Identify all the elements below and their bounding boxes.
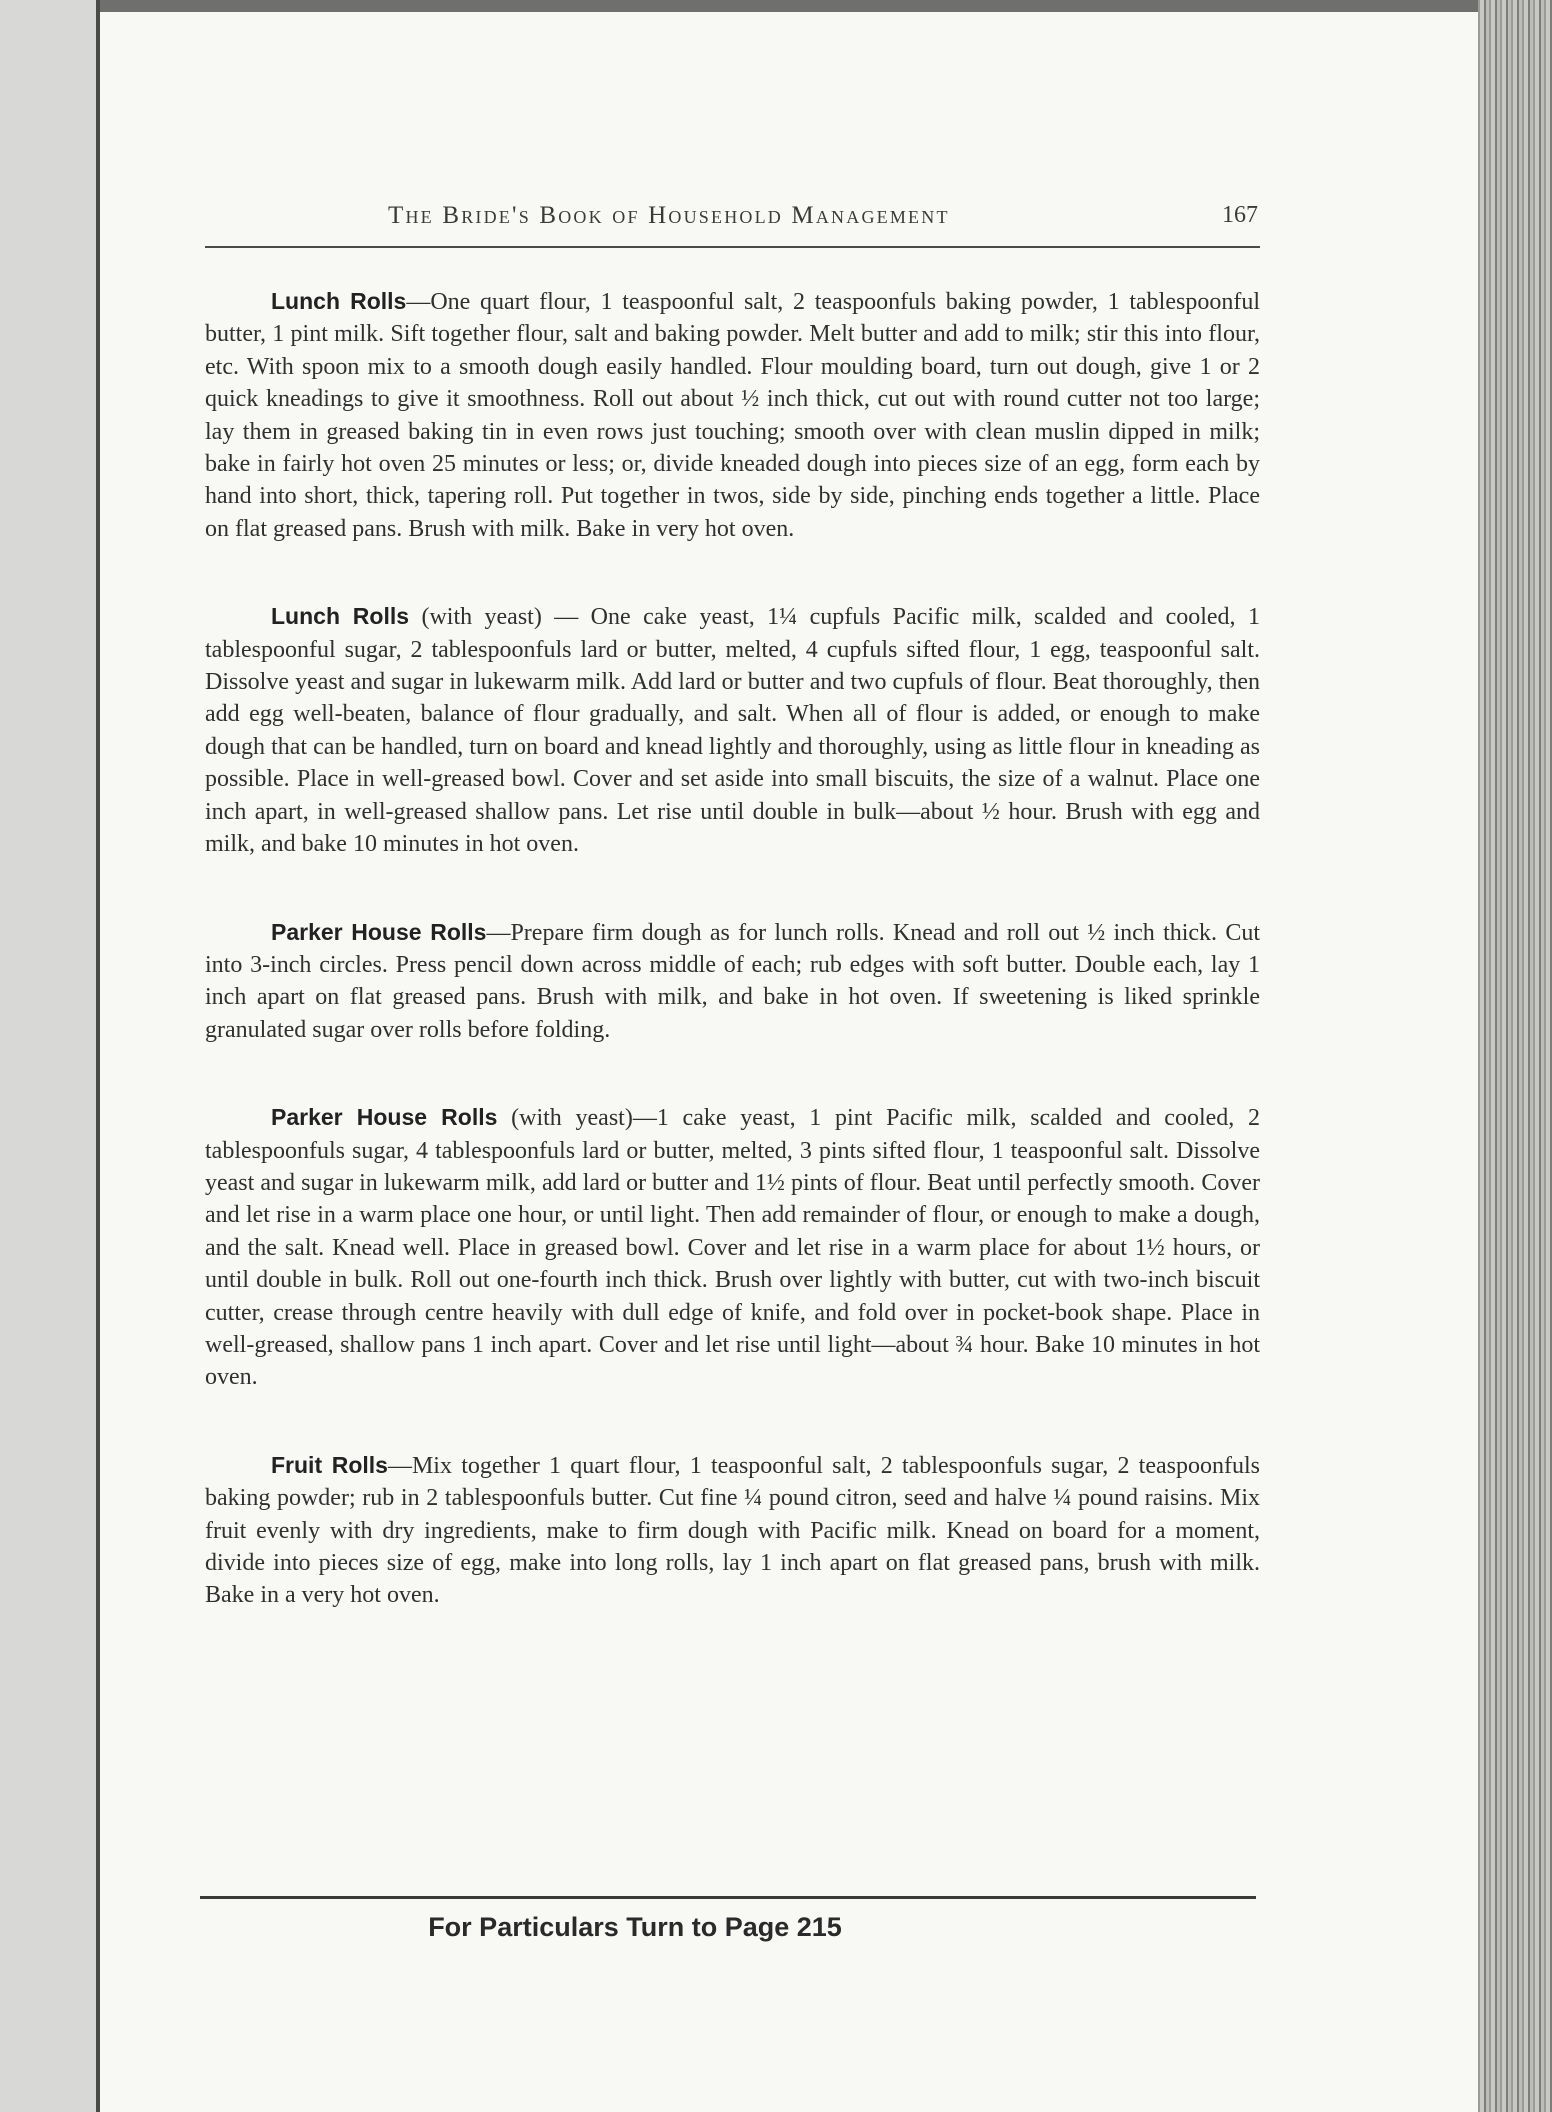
recipe-title: Parker House Rolls (271, 918, 487, 945)
page-header (388, 202, 1258, 242)
recipe-body: —Mix together 1 quart flour, 1 teaspoonful salt, 2 tablespoonfuls sugar, 2 teaspoonfuls baking powder; rub in 2 tablespoonfuls butter. Cut fine ¼ pound citron, seed and halve ¼ pound raisins. Mix fruit evenly with dry ingredients, make to firm dough with Pacific milk. Knead on board for a moment, divide into pieces size of egg, make into long rolls, lay 1 inch apart on flat greased pans, brush with milk. Bake in a very hot oven. (205, 1452, 1260, 1609)
recipe-body: —Prepare firm dough as for lunch rolls. Knead and roll out ½ inch thick. Cut into 3-inch circles. Press pencil down across middle of each; rub edges with soft butter. Double each, lay 1 inch apart on flat greased pans. Brush with milk, and bake in hot oven. If sweetening is liked sprinkle granulated sugar over rolls before folding. (205, 919, 1261, 1043)
scan-left-margin (0, 0, 100, 2112)
recipe-note: (with yeast) (409, 604, 555, 631)
page-footer: For Particulars Turn to Page 215 (428, 1912, 842, 1942)
running-title: The Bride's Book of Household Management (388, 202, 950, 229)
recipe-title: Parker House Rolls (271, 1104, 498, 1131)
recipe-title: Lunch Rolls (271, 288, 407, 314)
recipe-lunch-rolls (205, 285, 1260, 545)
recipe-parker-house-rolls (205, 916, 1260, 1047)
recipe-lunch-rolls-yeast (205, 600, 1260, 860)
recipe-body: —One quart flour, 1 teaspoonful salt, 2 teaspoonfuls baking powder, 1 tablespoonful butter, 1 pint milk. Sift together flour, salt and baking powder. Melt butter and add to milk; stir this into flour, etc. With spoon mix to a smooth dough easily handled. Flour moulding board, turn out dough, give 1 or 2 quick kneadings to give it smoothness. Roll out about ½ inch thick, cut out with round cutter not too large; lay them in greased baking tin in even rows just touching; smooth over with clean muslin dipped in milk; bake in fairly hot oven 25 minutes or less; or, divide kneaded dough into pieces size of an egg, form each by hand into short, thick, tapering roll. Put together in twos, side by side, pinching ends together a little. Place on flat greased pans. Brush with milk. Bake in very hot oven. (205, 289, 1260, 542)
recipe-fruit-rolls (205, 1449, 1260, 1612)
recipe-note: (with yeast) (497, 1105, 633, 1132)
recipe-list (205, 285, 1260, 1667)
footer-rule (200, 1896, 1256, 1899)
recipe-title: Lunch Rolls (271, 603, 410, 630)
scan-top-edge (0, 0, 1552, 12)
page-stack-edges (1478, 0, 1552, 2112)
page-number: 167 (1222, 202, 1258, 228)
recipe-parker-house-rolls-yeast (205, 1101, 1260, 1394)
recipe-title: Fruit Rolls (271, 1451, 388, 1478)
recipe-body: —1 cake yeast, 1 pint Pacific milk, scalded and cooled, 2 tablespoonfuls sugar, 4 tablespoonfuls lard or butter, melted, 3 pints sifted flour, 1 teaspoonful salt. Dissolve yeast and sugar in lukewarm milk, add lard or butter and 1½ pints of flour. Beat until perfectly smooth. Cover and let rise in a warm place one hour, or until light. Then add remainder of flour, or enough to make a dough, and the salt. Knead well. Place in greased bowl. Cover and let rise in a warm place for about 1½ hours, or until double in bulk. Roll out one-fourth inch thick. Brush over lightly with butter, cut with two-inch biscuit cutter, crease through centre heavily with dull edge of knife, and fold over in pocket-book shape. Place in well-greased, shallow pans 1 inch apart. Cover and let rise until light—about ¾ hour. Bake 10 minutes in hot oven. (205, 1105, 1260, 1391)
recipe-body: — One cake yeast, 1¼ cupfuls Pacific milk, scalded and cooled, 1 tablespoonful sugar, 2 tablespoonfuls lard or butter, melted, 4 cupfuls sifted flour, 1 egg, teaspoonful salt. Dissolve yeast and sugar in lukewarm milk. Add lard or butter and two cupfuls of flour. Beat thoroughly, then add egg well-beaten, balance of flour gradually, and salt. When all of flour is added, or enough to make dough that can be handled, turn on board and knead lightly and thoroughly, using as little flour in kneading as possible. Place in well-greased bowl. Cover and set aside into small biscuits, the size of a walnut. Place one inch apart, in well-greased shallow pans. Let rise until double in bulk—about ½ hour. Brush with egg and milk, and bake 10 minutes in hot oven. (205, 604, 1260, 858)
header-rule (205, 246, 1260, 248)
